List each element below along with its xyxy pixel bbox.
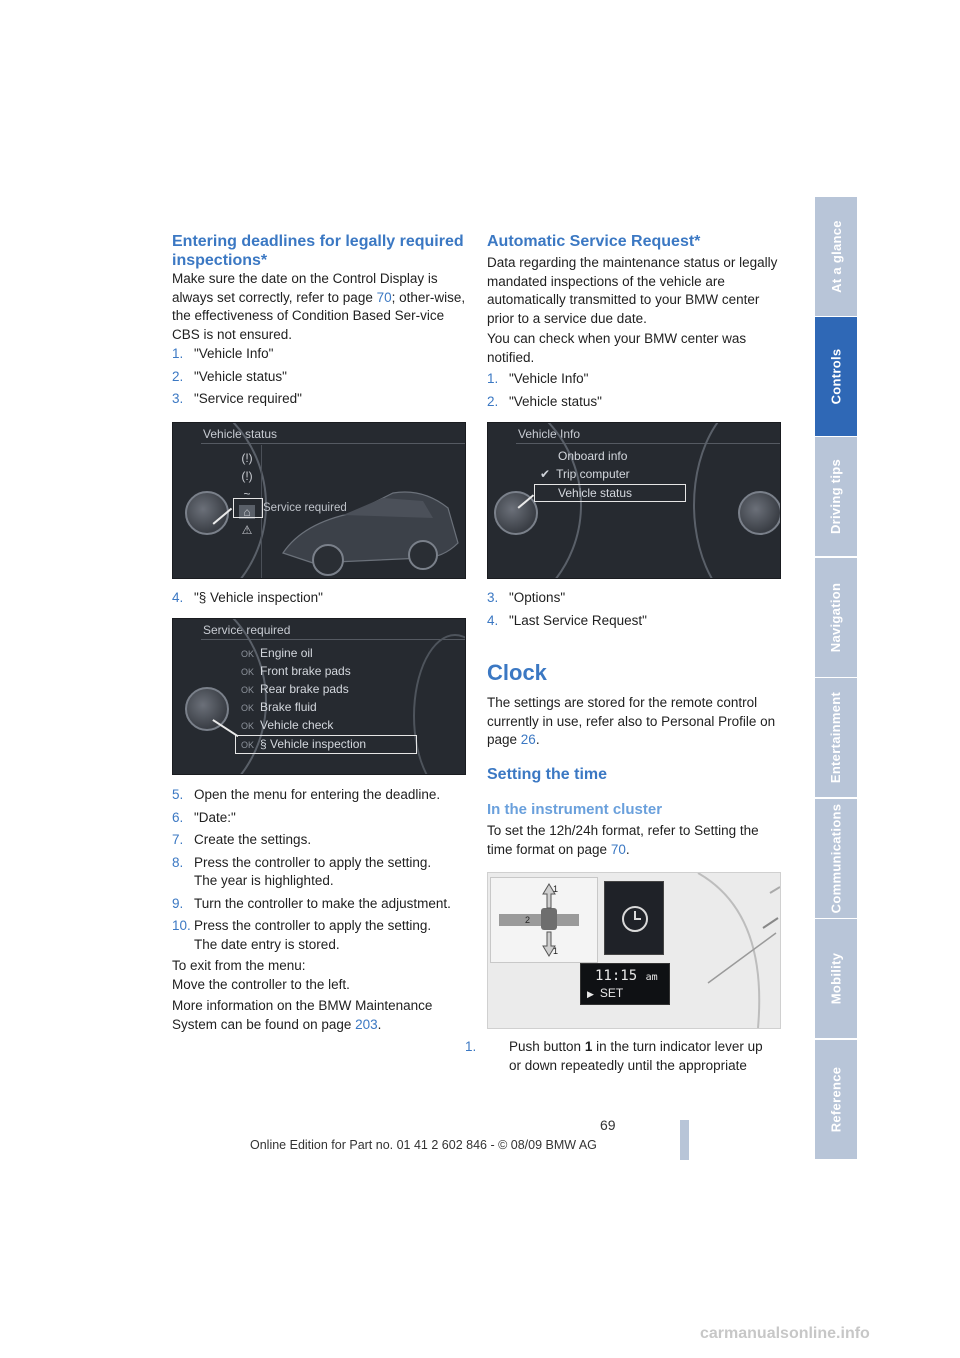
tab-controls[interactable]: Controls bbox=[815, 317, 857, 436]
menu-item-vehicle-status: Vehicle status bbox=[558, 486, 633, 500]
service-item: OK Engine oil bbox=[241, 646, 313, 660]
list-item: 3. "Options" bbox=[487, 590, 566, 605]
more-info-paragraph: More information on the BMW Maintenance System can be found on page 203. bbox=[172, 998, 433, 1032]
svg-text:1: 1 bbox=[553, 946, 559, 956]
page-link-203[interactable]: 203 bbox=[355, 1016, 378, 1032]
warning-icon: (!) bbox=[241, 451, 253, 465]
tab-at-a-glance[interactable]: At a glance bbox=[815, 197, 857, 316]
service-item: OK Brake fluid bbox=[241, 700, 317, 714]
screenshot-vehicle-info bbox=[487, 422, 781, 579]
instrument-cluster-heading: In the instrument cluster bbox=[487, 801, 663, 818]
play-icon: ▶ bbox=[587, 989, 594, 999]
list-item: 2. "Vehicle status" bbox=[172, 368, 287, 384]
list-item: 3. "Service required" bbox=[172, 391, 302, 406]
car-illustration bbox=[273, 463, 463, 578]
menu-item-onboard-info: Onboard info bbox=[558, 449, 628, 463]
page-link-26[interactable]: 26 bbox=[520, 732, 536, 747]
time-value: 11:15 bbox=[595, 968, 638, 984]
tab-mobility[interactable]: Mobility bbox=[815, 919, 857, 1038]
list-item: 1. "Vehicle Info" bbox=[487, 371, 589, 386]
service-item-selected: OK § Vehicle inspection bbox=[241, 737, 367, 751]
steps-list-1 bbox=[172, 345, 467, 409]
triangle-warning-icon: ⚠ bbox=[241, 523, 253, 537]
list-item: 8. Press the controller to apply the setting. The year is highlighted. bbox=[172, 854, 432, 888]
steps-list-2 bbox=[172, 786, 468, 954]
notified-paragraph: You can check when your BMW center was notified. bbox=[487, 331, 747, 365]
setting-time-heading: Setting the time bbox=[487, 766, 608, 783]
screenshot-service-required bbox=[172, 618, 466, 775]
list-item: 1. Push button 1 in the turn indicator lever up or down repeatedly until the appropriate bbox=[465, 1039, 763, 1073]
clock-icon bbox=[622, 906, 648, 932]
edition-text: Online Edition for Part no. 01 41 2 602 846 - © 08/09 BMW AG bbox=[250, 1138, 597, 1152]
clock-heading: Clock bbox=[487, 660, 547, 685]
list-item: 2. "Vehicle status" bbox=[487, 393, 602, 409]
page-number: 69 bbox=[600, 1117, 616, 1133]
selected-label: Service required bbox=[263, 502, 347, 514]
controller-knob bbox=[494, 491, 538, 535]
cluster-paragraph: To set the 12h/24h format, refer to Setting the time format on page 70. bbox=[487, 823, 759, 857]
warning-icon: (!) bbox=[241, 469, 253, 483]
tab-reference[interactable]: Reference bbox=[815, 1040, 857, 1159]
list-item: 10. Press the controller to apply the setting. The date entry is stored. bbox=[172, 918, 432, 952]
tab-driving-tips[interactable]: Driving tips bbox=[815, 437, 857, 556]
controller-knob bbox=[185, 491, 229, 535]
tab-communications[interactable]: Communications bbox=[815, 799, 857, 918]
controller-knob-right bbox=[738, 491, 781, 535]
section-heading-deadlines: Entering deadlines for legally required inspections* bbox=[172, 233, 464, 269]
svg-text:1: 1 bbox=[553, 884, 559, 894]
oil-icon: ~ bbox=[243, 487, 251, 501]
exit-instructions: To exit from the menu: Move the controller to the left. bbox=[172, 958, 350, 992]
screen-header: Vehicle Info bbox=[518, 427, 581, 441]
service-item: OK Front brake pads bbox=[241, 664, 351, 678]
chapter-tabs bbox=[815, 197, 857, 1160]
intro-paragraph: Make sure the date on the Control Display is always set correctly, refer to page 70; other-wise, the effectiveness of Condition Based Ser-vice CBS is not ensured. bbox=[172, 271, 466, 342]
section-heading-service-request: Automatic Service Request* bbox=[487, 233, 701, 250]
list-item: 4. "§ Vehicle inspection" bbox=[172, 590, 323, 605]
service-request-paragraph: Data regarding the maintenance status or legally mandated inspections of the vehicle are automatically transmitted to your BMW center prior to a service due date. bbox=[487, 255, 778, 326]
gauge-dial bbox=[678, 873, 780, 1028]
tab-navigation[interactable]: Navigation bbox=[815, 558, 857, 677]
list-item: 5. Open the menu for entering the deadline. bbox=[172, 787, 441, 802]
page-link-70[interactable]: 70 bbox=[376, 289, 392, 305]
screenshot-vehicle-status bbox=[172, 422, 466, 579]
steps-list-3 bbox=[487, 370, 781, 411]
list-item: 6. "Date:" bbox=[172, 809, 236, 825]
turn-indicator-inset bbox=[490, 877, 598, 963]
time-display: 11:15 am ▶ SET bbox=[580, 963, 670, 1005]
list-item: 4. "Last Service Request" bbox=[487, 612, 647, 628]
tab-entertainment[interactable]: Entertainment bbox=[815, 678, 857, 797]
set-label: SET bbox=[599, 986, 624, 1000]
page-marker bbox=[680, 1120, 689, 1160]
service-item: OK Vehicle check bbox=[241, 718, 334, 732]
menu-item-trip-computer: ✔ Trip computer bbox=[540, 467, 630, 481]
watermark: carmanualsonline.info bbox=[700, 1325, 870, 1342]
clock-paragraph: The settings are stored for the remote control currently in use, refer also to Personal Profile on page 26. bbox=[487, 695, 776, 747]
steps-list-4 bbox=[487, 589, 781, 630]
list-item: 9. Turn the controller to make the adjustment. bbox=[172, 895, 451, 911]
page-link-70[interactable]: 70 bbox=[610, 841, 626, 857]
turn-indicator-lever-icon bbox=[491, 878, 597, 962]
svg-text:2: 2 bbox=[525, 915, 531, 925]
check-icon: ✔ bbox=[540, 467, 551, 481]
instrument-cluster-image bbox=[487, 872, 781, 1029]
service-item: OK Rear brake pads bbox=[241, 682, 349, 696]
list-item: 7. Create the settings. bbox=[172, 832, 312, 847]
list-item: 1. "Vehicle Info" bbox=[172, 346, 274, 361]
screen-header: Vehicle status bbox=[203, 427, 278, 441]
clock-display bbox=[604, 881, 664, 955]
screen-header: Service required bbox=[203, 623, 291, 637]
car-service-icon: ⌂ bbox=[239, 505, 255, 519]
